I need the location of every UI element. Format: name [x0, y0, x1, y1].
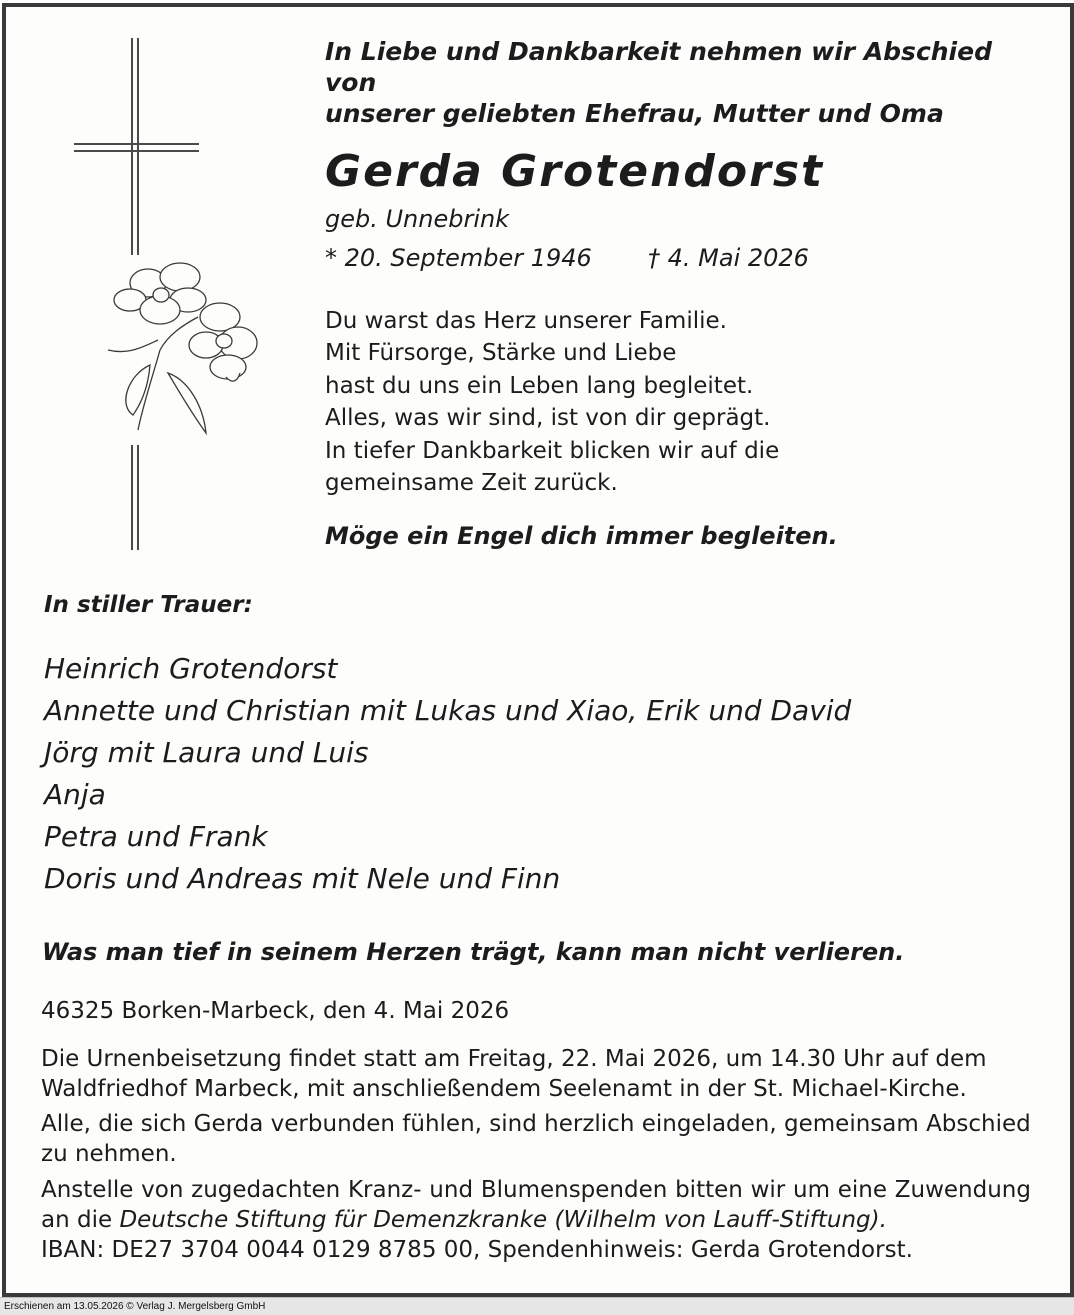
- intro-text: [325, 36, 1045, 129]
- angel-line: Möge ein Engel dich immer begleiten.: [325, 522, 838, 550]
- mourner-entry: Jörg mit Laura und Luis: [44, 736, 369, 769]
- poem-line: Mit Fürsorge, Stärke und Liebe: [325, 340, 677, 367]
- donation-iban: IBAN: DE27 3704 0044 0129 8785 00, Spendenhinweis: Gerda Grotendorst.: [41, 1237, 913, 1263]
- death-date: † 4. Mai 2026: [648, 244, 809, 272]
- publication-footer: Erschienen am 13.05.2026 © Verlag J. Mergelsberg GmbH: [0, 1297, 1074, 1315]
- poem: [325, 305, 779, 499]
- mourner-entry: Annette und Christian mit Lukas und Xiao, Erik und David: [44, 694, 852, 727]
- deceased-name: Gerda Grotendorst: [325, 146, 825, 197]
- burial-info: Die Urnenbeisetzung findet statt am Freitag, 22. Mai 2026, um 14.30 Uhr auf dem Waldfriedhof Marbeck, mit anschließendem Seelenamt in der St. Michael-Kirche.: [41, 1046, 987, 1102]
- mourner-entry: Petra und Frank: [44, 820, 268, 853]
- intro-line: In Liebe und Dankbarkeit nehmen wir Abschied von: [325, 37, 992, 97]
- poem-line: Du warst das Herz unserer Familie.: [325, 308, 727, 334]
- poem-line: In tiefer Dankbarkeit blicken wir auf die: [325, 437, 780, 464]
- mourner-entry: Doris und Andreas mit Nele und Finn: [44, 862, 561, 895]
- birth-date: * 20. September 1946: [325, 244, 592, 272]
- mourner-entry: Anja: [44, 778, 106, 811]
- place-date: 46325 Borken-Marbeck, den 4. Mai 2026: [41, 998, 510, 1024]
- cross-bar-top: [74, 143, 199, 145]
- cross-bar-bottom: [74, 150, 199, 152]
- mourner-entry: Heinrich Grotendorst: [44, 652, 338, 685]
- poem-line: Alles, was wir sind, ist von dir geprägt.: [325, 405, 771, 432]
- orchid-icon: [88, 255, 278, 445]
- poem-line: gemeinsame Zeit zurück.: [325, 470, 618, 497]
- donation-organization: Deutsche Stiftung für Demenzkranke (Wilhelm von Lauff-Stiftung).: [119, 1207, 887, 1233]
- mourners-list: [44, 648, 851, 900]
- memorial-quote: Was man tief in seinem Herzen trägt, kann man nicht verlieren.: [42, 938, 905, 966]
- donation-text: Anstelle von zugedachten Kranz- und Blumenspenden bitten wir um eine Zuwendung an die: [41, 1177, 1031, 1233]
- intro-line: unserer geliebten Ehefrau, Mutter und Oma: [325, 99, 944, 128]
- mourning-label: In stiller Trauer:: [44, 592, 253, 618]
- poem-line: hast du uns ein Leben lang begleitet.: [325, 372, 754, 399]
- donation-info: [41, 1175, 1031, 1265]
- invitation-info: Alle, die sich Gerda verbunden fühlen, sind herzlich eingeladen, gemeinsam Abschied zu nehmen.: [41, 1111, 1031, 1167]
- maiden-name: geb. Unnebrink: [325, 205, 510, 233]
